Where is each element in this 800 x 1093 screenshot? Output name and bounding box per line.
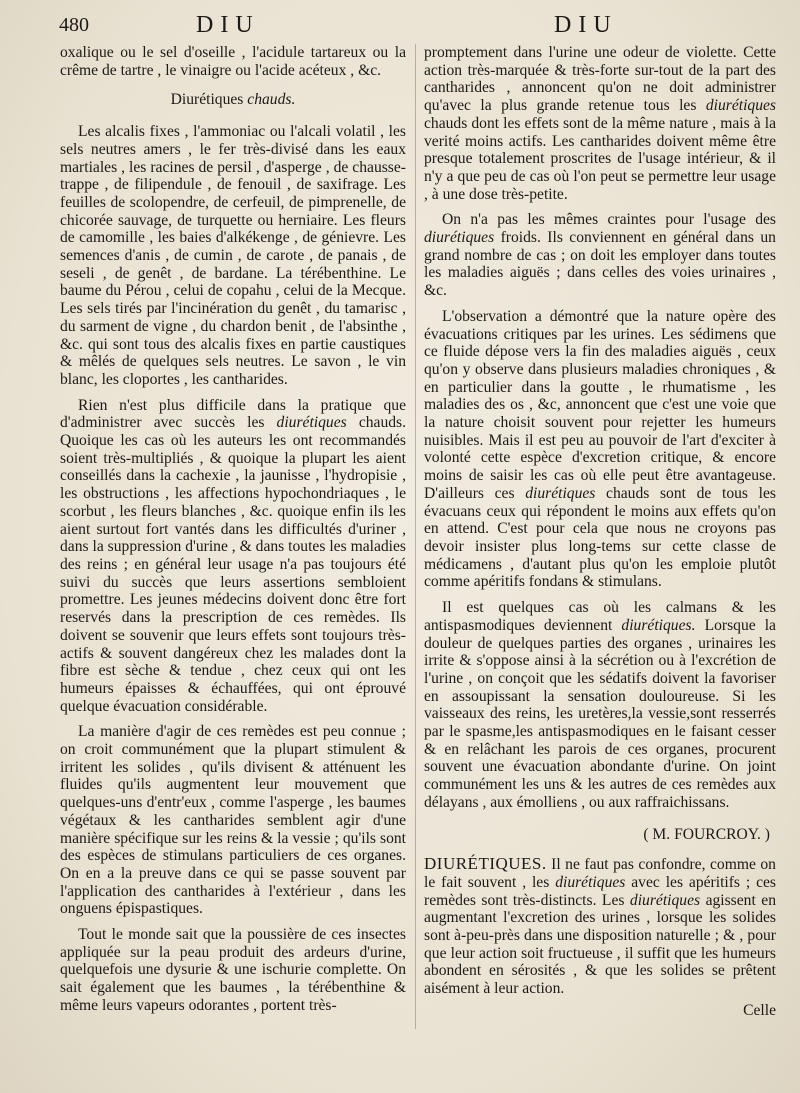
paragraph: La manière d'agir de ces remèdes est peu connue ; on croit communément que la plupart stimulent & irritent les solides , qu'ils divisent & atténuent les fluides qu'ils augmentent leur mouvement que quelques-uns d'entr'eux , comme l'asperge , les baumes végétaux & les cantharides semblent agir d'une manière spécifique sur les reins & la vessie ; qu'ils sont des espèces de stimulans particuliers de ces organes. On en a la preuve dans ce qui se passe souvent par l'application des cantharides à l'extérieur , dans les onguens épispastiques. (60, 723, 406, 918)
subheading-italic: chauds. (247, 91, 296, 109)
text-run: chauds sont de tous les évacuans ceux qui répondent le moins aux effets qu'on en attend. C'est pour cela que nous ne croyons pas devoir insister plus long-tems sur cette classe de médicamens , d'autant plus qu'on les emploie plutôt comme apéritifs fondans & stimulans. (424, 484, 776, 591)
paragraph (424, 308, 776, 591)
text-run: Il est quelques cas où les calmans & les antispasmodiques deviennent (424, 599, 776, 634)
italic-term: diurétiques (424, 229, 495, 247)
text-run: agissent en augmentant l'excretion des urines , lorsque les solides sont à-peu-près dans une disposition naturelle ; & , pour que leur action soit fructueuse , il suffit que les humeurs abondent en sérosités , & que les solides se prêtent aisément à leur action. (424, 891, 776, 998)
running-head-left: DIU (196, 12, 260, 38)
text-run: On n'a pas les mêmes craintes pour l'usage des (442, 211, 776, 229)
italic-term: diurétiques (705, 97, 776, 115)
italic-term: diurétiques (555, 873, 626, 891)
paragraph (60, 397, 406, 716)
paragraph (424, 44, 776, 203)
paragraph (424, 211, 776, 300)
text-run: chauds dont les effets sont de la même nature , mais à la verité moins actifs. Les cantharides doivent même être presque totalement proscrites de l'usage intérieur, & il n'y a que peu de cas où l'on peut se permettre leur usage , à une dose très-petite. (424, 114, 776, 203)
entry-headword: DIURÉTIQUES. (424, 854, 547, 874)
paragraph (424, 599, 776, 811)
italic-term: diurétiques (525, 484, 596, 502)
text-run: Lorsque la douleur de quelques parties des organes , urinaires les irrite & s'oppose ainsi à la sécrétion ou à l'excrétion de l'urine , on conçoit que les sédatifs doivent la favoriser en assoupissant la sensation douloureuse. Si les vaisseaux des reins, les uretères,la vessie,sont resserrés par le spasme,les antispasmodiques en le faisant cesser & en relâchant les parois de ces organes, procurent souvent une évacuation abondante d'urine. On joint communément les uns & les autres de ces remèdes aux délayans , aux émolliens , ou aux raffraichissans. (424, 616, 776, 811)
page-header (0, 8, 800, 40)
section-subheading (60, 91, 406, 109)
running-head-right: DIU (554, 12, 618, 38)
italic-term: diurétiques (629, 891, 701, 909)
text-run: chauds. Quoique les cas où les auteurs les ont recommandés soient très-multipliés , & quoique la plupart les aient conseillés dans la cachexie , la jaunisse , l'hydropisie , les obstructions , les affections hypochondriaques , le scorbut , les fleurs blanches , &c. quoique enfin ils les aient surtout fort vantés dans les difficultés d'uriner , dans la suppression d'urine , & dans toutes les maladies des reins ; en général leur usage n'a pas toujours été suivi du succès que leurs assertions sembloient promettre. Les jeunes médecins doivent donc être fort reservés dans la prescription de ces remèdes. Ils doivent se souvenir que leurs effets sont toujours très-actifs & souvent dangéreux chez les malades dont la fibre est sèche & tendue , chez ceux qui ont les humeurs épaisses & échauffées, qui ont éprouvé quelque évacuation considérable. (60, 414, 407, 715)
right-column (424, 44, 776, 1020)
text-run: froids. Ils conviennent en général dans un grand nombre de cas ; on doit les employer dans toutes les maladies aiguës ; dans celles des voies urinaires , &c. (424, 229, 776, 300)
paragraph: Les alcalis fixes , l'ammoniac ou l'alcali volatil , les sels neutres amers , le fer très-divisé dans les eaux martiales , les racines de persil , d'asperge , de chausse-trappe , de filipendule , de fenouil , de saxifrage. Les feuilles de scolopendre, de cerfeuil, de pimprenelle, de chicorée sauvage, de turquette ou herniaire. Les fleurs de camomille , les baies d'alkékenge , de génievre. Les semences d'anis , de cumin , de carote , de panais , de seseli , de genêt , de bardane. La térébenthine. Le baume du Pérou , celui de copahu , celui de la Mecque. Les sels tirés par l'incinération du genêt , du tamarisc , du sarment de vigne , du chardon benit , de l'absinthe , &c. qui sont tous des alcalis fixes en partie caustiques & mêlés de quelques sels neutres. Le savon , le vin blanc, les cloportes , les cantharides. (60, 123, 406, 388)
text-run: promptement dans l'urine une odeur de violette. Cette action très-marquée & très-forte sur-tout de la part des cantharides , annoncent qu'on ne doit administrer qu'avec la plus grande retenue tous les (424, 44, 776, 115)
paragraph: Tout le monde sait que la poussière de ces insectes appliquée sur la peau produit des ardeurs d'urine, quelquefois une dysurie & une ischurie complette. On sait également que les baumes , la térébenthine & même leurs vapeurs odorantes , portent très- (60, 926, 406, 1014)
italic-term: diurétiques. (621, 616, 696, 634)
text-run: Rien n'est plus difficile dans la pratique que d'administrer avec succès les (60, 396, 406, 432)
page-number: 480 (59, 14, 89, 36)
entry-paragraph (424, 855, 776, 998)
author-signature: ( M. FOURCROY. ) (643, 825, 770, 843)
subheading-text: Diurétiques (170, 91, 244, 109)
paragraph: oxalique ou le sel d'oseille , l'acidule tartareux ou la crême de tartre , le vinaigre ou l'acide acéteux , &c. (60, 44, 406, 79)
catchword: Celle (743, 1001, 776, 1019)
text-run: Il ne faut pas confondre, comme on le fait souvent , les (424, 856, 776, 891)
left-column (60, 44, 406, 1015)
italic-term: diurétiques (276, 414, 347, 432)
column-divider (415, 44, 416, 1029)
text-run: avec les apéritifs ; ces remèdes sont très-distincts. Les (424, 873, 776, 909)
text-run: L'observation a démontré que la nature opère des évacuations critiques par les urines. Les sédimens que ce fluide dépose vers la fin des maladies aiguës , ceux qu'on y observe dans plusieurs maladies chroniques , & en particulier dans la goutte , le rhumatisme , les maladies des os , &c, annoncent que c'est une voie que la nature choisit souvent pour rejetter les humeurs nuisibles. Mais il est peu au pouvoir de l'art d'exciter à volonté cette espèce d'excretion critique, & encore moins de saisir les cas où elle peut être avantageuse. D'ailleurs ces (424, 307, 776, 502)
